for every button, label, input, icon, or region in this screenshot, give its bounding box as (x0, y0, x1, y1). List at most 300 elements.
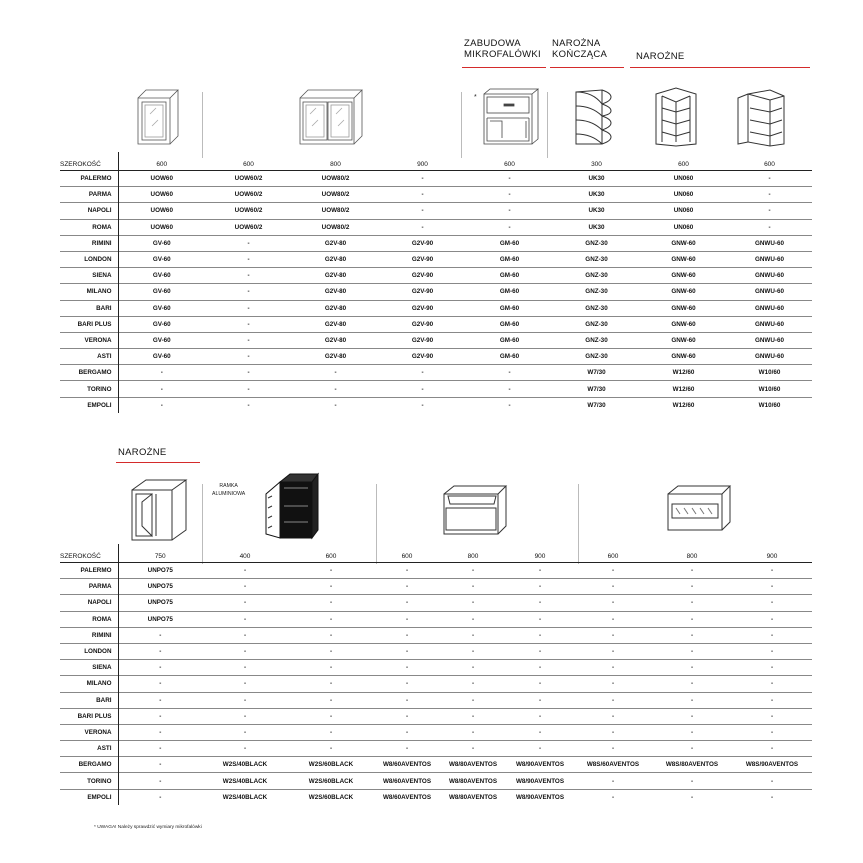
table-cell: - (574, 611, 652, 627)
table-cell: - (292, 397, 379, 413)
table-cell: G2V-90 (379, 251, 466, 267)
table-cell: GNZ-30 (553, 349, 640, 365)
table-cell: - (652, 692, 732, 708)
microwave-cabinet-icon (480, 86, 540, 148)
table-cell: W8/60AVENTOS (374, 757, 440, 773)
table-cell: GNWU-60 (727, 284, 812, 300)
table-cell: - (379, 203, 466, 219)
table-cell: W7/30 (553, 381, 640, 397)
table-cell: - (288, 627, 374, 643)
table-row (60, 219, 812, 235)
table-cell: W2S/60BLACK (288, 789, 374, 805)
table-cell: - (440, 724, 506, 740)
width-cell: 600 (727, 152, 812, 171)
table-cell: GNW-60 (640, 316, 727, 332)
width-cell: 600 (374, 544, 440, 563)
table-cell: - (440, 579, 506, 595)
table-cell: - (118, 381, 205, 397)
table-cell: GNZ-30 (553, 332, 640, 348)
table-cell: - (379, 171, 466, 187)
corner-end-shelf-icon (566, 86, 618, 148)
table-cell: UK30 (553, 219, 640, 235)
table-cell: - (118, 741, 202, 757)
table-cell: - (466, 187, 553, 203)
table-cell: G2V-90 (379, 332, 466, 348)
table-cell: - (440, 563, 506, 579)
table-cell: - (202, 563, 288, 579)
table-cell: - (652, 773, 732, 789)
row-label: TORINO (60, 773, 118, 789)
table-cell: - (506, 627, 574, 643)
table-row (60, 381, 812, 397)
row-label: PARMA (60, 579, 118, 595)
table-cell: - (727, 171, 812, 187)
table-cell: - (379, 381, 466, 397)
table-cell: GM-60 (466, 268, 553, 284)
table-cell: W8/80AVENTOS (440, 757, 506, 773)
table-cell: - (202, 611, 288, 627)
table-cell: - (574, 595, 652, 611)
table-cell: - (506, 611, 574, 627)
table-cell: UOW60/2 (205, 171, 292, 187)
table-cell: - (652, 660, 732, 676)
table-cell: GNZ-30 (553, 268, 640, 284)
table-cell: - (374, 611, 440, 627)
table-cell: - (440, 660, 506, 676)
table-row (60, 789, 812, 805)
table-row (60, 708, 812, 724)
row-label: VERONA (60, 332, 118, 348)
table-cell: GNWU-60 (727, 251, 812, 267)
glass-cabinet-single-icon (134, 86, 180, 148)
table-cell: - (118, 789, 202, 805)
table-cell: - (118, 676, 202, 692)
microwave-asterisk: * (474, 94, 477, 101)
header-narozne-1-underline (630, 67, 810, 68)
table-cell: - (574, 773, 652, 789)
table1-width-row (60, 152, 812, 171)
row-label: PARMA (60, 187, 118, 203)
width-label: SZEROKOŚĆ (60, 544, 118, 563)
table-cell: - (652, 611, 732, 627)
table-cell: - (202, 579, 288, 595)
header-zabudowa: ZABUDOWA MIKROFALÓWKI (464, 38, 541, 60)
lift-up-glass-cabinet-icon (664, 484, 734, 536)
table-cell: - (379, 219, 466, 235)
table-cell: - (574, 741, 652, 757)
table-cell: - (732, 692, 812, 708)
row-label: MILANO (60, 676, 118, 692)
row-label: VERONA (60, 724, 118, 740)
header-narozne-2-underline (116, 462, 200, 463)
table-cell: - (732, 595, 812, 611)
table-cell: G2V-90 (379, 284, 466, 300)
table-cell: - (374, 563, 440, 579)
table-cell: - (732, 611, 812, 627)
table-cell: GNW-60 (640, 235, 727, 251)
table-row (60, 676, 812, 692)
row-label: BERGAMO (60, 757, 118, 773)
row-label: ASTI (60, 741, 118, 757)
table-cell: W12/60 (640, 397, 727, 413)
table-cell: G2V-90 (379, 300, 466, 316)
width-cell: 600 (205, 152, 292, 171)
table-row (60, 660, 812, 676)
table-cell: GNW-60 (640, 268, 727, 284)
table-cell: - (652, 676, 732, 692)
table-cell: - (732, 708, 812, 724)
table-cell: UN060 (640, 219, 727, 235)
table-cell: - (652, 708, 732, 724)
table-row (60, 268, 812, 284)
table-cell: - (466, 203, 553, 219)
width-cell: 800 (440, 544, 506, 563)
table-cell: W8/90AVENTOS (506, 773, 574, 789)
row-label: EMPOLI (60, 789, 118, 805)
table-cell: G2V-90 (379, 235, 466, 251)
table-cell: GNWU-60 (727, 316, 812, 332)
table-cell: - (506, 563, 574, 579)
table-cell: - (727, 203, 812, 219)
table-cell: W10/60 (727, 397, 812, 413)
table-cell: UOW60 (118, 171, 205, 187)
table-cell: W2S/40BLACK (202, 773, 288, 789)
table-row (60, 692, 812, 708)
width-cell: 600 (118, 152, 205, 171)
table-cell: UOW80/2 (292, 219, 379, 235)
table-row (60, 773, 812, 789)
table-row (60, 365, 812, 381)
table-cell: UNPO75 (118, 579, 202, 595)
table2 (60, 544, 812, 805)
table-cell: - (118, 708, 202, 724)
table-row (60, 741, 812, 757)
table-cell: - (288, 611, 374, 627)
table-cell: - (652, 627, 732, 643)
table-cell: G2V-80 (292, 349, 379, 365)
table-cell: GNW-60 (640, 300, 727, 316)
table-cell: - (379, 397, 466, 413)
row-label: BARI PLUS (60, 708, 118, 724)
table-cell: W8S/90AVENTOS (732, 757, 812, 773)
table-cell: - (374, 627, 440, 643)
table-cell: W2S/40BLACK (202, 757, 288, 773)
width-cell: 900 (732, 544, 812, 563)
table-cell: - (374, 595, 440, 611)
table-cell: - (732, 563, 812, 579)
table-cell: - (118, 643, 202, 659)
table-cell: W8/60AVENTOS (374, 773, 440, 789)
table-row (60, 235, 812, 251)
table-cell: G2V-80 (292, 316, 379, 332)
table-cell: - (374, 643, 440, 659)
table-cell: - (374, 676, 440, 692)
table-cell: - (466, 397, 553, 413)
table-cell: G2V-80 (292, 300, 379, 316)
row-label: SIENA (60, 268, 118, 284)
table-cell: W8S/60AVENTOS (574, 757, 652, 773)
table-cell: G2V-80 (292, 284, 379, 300)
table-cell: W8S/80AVENTOS (652, 757, 732, 773)
header-narozna-konczaca: NAROŻNA KOŃCZĄCA (552, 38, 608, 60)
header-narozne-1: NAROŻNE (636, 51, 685, 62)
table-cell: - (732, 676, 812, 692)
table-cell: - (574, 579, 652, 595)
table-cell: - (288, 708, 374, 724)
width-label: SZEROKOŚĆ (60, 152, 118, 171)
table-cell: GM-60 (466, 349, 553, 365)
table-cell: - (118, 757, 202, 773)
blind-corner-cabinet-icon (128, 476, 192, 544)
table-cell: - (440, 595, 506, 611)
table-cell: UOW60 (118, 219, 205, 235)
table-cell: UOW60/2 (205, 203, 292, 219)
table-cell: - (466, 219, 553, 235)
table-cell: - (202, 692, 288, 708)
table-cell: GNWU-60 (727, 332, 812, 348)
table-row (60, 611, 812, 627)
row-label: BARI (60, 300, 118, 316)
table-cell: - (118, 627, 202, 643)
table-cell: GNWU-60 (727, 235, 812, 251)
table-cell: - (466, 381, 553, 397)
table-cell: - (732, 660, 812, 676)
table-cell: UK30 (553, 203, 640, 219)
table-cell: - (205, 235, 292, 251)
table-cell: W8/80AVENTOS (440, 789, 506, 805)
table-cell: - (202, 708, 288, 724)
table-row (60, 397, 812, 413)
table-cell: - (374, 724, 440, 740)
table-cell: - (732, 789, 812, 805)
table-cell: - (440, 741, 506, 757)
table-cell: - (440, 692, 506, 708)
table-cell: - (288, 724, 374, 740)
header-narozne-2: NAROŻNE (118, 447, 167, 458)
table-cell: - (374, 708, 440, 724)
corner-cabinet-open-icon (734, 86, 790, 148)
table-cell: - (652, 579, 732, 595)
table-cell: UNPO75 (118, 611, 202, 627)
table-cell: - (652, 724, 732, 740)
table-cell: - (205, 381, 292, 397)
row-label: TORINO (60, 381, 118, 397)
table-row (60, 251, 812, 267)
table-cell: - (288, 692, 374, 708)
table-cell: W2S/60BLACK (288, 773, 374, 789)
table-row (60, 316, 812, 332)
table-cell: - (506, 676, 574, 692)
table-row (60, 187, 812, 203)
row-label: NAPOLI (60, 203, 118, 219)
table-cell: - (506, 741, 574, 757)
table-cell: - (732, 643, 812, 659)
table-cell: W12/60 (640, 381, 727, 397)
table-cell: - (506, 643, 574, 659)
table-row (60, 563, 812, 579)
table-cell: - (652, 789, 732, 805)
table-cell: UOW60 (118, 203, 205, 219)
table-cell: - (118, 692, 202, 708)
row-label: PALERMO (60, 171, 118, 187)
table-cell: - (205, 349, 292, 365)
table-cell: W2S/60BLACK (288, 757, 374, 773)
row-label: BARI (60, 692, 118, 708)
width-cell: 300 (553, 152, 640, 171)
table-cell: GNZ-30 (553, 284, 640, 300)
table-cell: - (288, 579, 374, 595)
table-row (60, 332, 812, 348)
ramka-label: RAMKA ALUMINIOWA (212, 483, 246, 497)
table-cell: - (652, 643, 732, 659)
table-cell: UOW80/2 (292, 171, 379, 187)
table-cell: - (118, 724, 202, 740)
table-cell: - (732, 724, 812, 740)
table-cell: - (574, 708, 652, 724)
table-cell: - (374, 660, 440, 676)
table-cell: GNZ-30 (553, 300, 640, 316)
table-cell: UOW60 (118, 187, 205, 203)
table-cell: - (205, 300, 292, 316)
row-label: RIMINI (60, 627, 118, 643)
table-cell: - (506, 708, 574, 724)
row-label: PALERMO (60, 563, 118, 579)
row-label: MILANO (60, 284, 118, 300)
table-cell: - (205, 316, 292, 332)
table1 (60, 152, 812, 413)
row-label: LONDON (60, 643, 118, 659)
width-cell: 750 (118, 544, 202, 563)
table-cell: W12/60 (640, 365, 727, 381)
width-cell: 800 (292, 152, 379, 171)
table-row (60, 171, 812, 187)
table-cell: GV-60 (118, 268, 205, 284)
table-cell: UOW80/2 (292, 203, 379, 219)
table-cell: UN060 (640, 203, 727, 219)
table-cell: - (288, 563, 374, 579)
table2-width-row (60, 544, 812, 563)
row-label: ROMA (60, 219, 118, 235)
table-cell: GNZ-30 (553, 251, 640, 267)
table-cell: - (440, 643, 506, 659)
table-row (60, 595, 812, 611)
table-row (60, 579, 812, 595)
table-cell: GNW-60 (640, 349, 727, 365)
table-row (60, 757, 812, 773)
table-cell: GM-60 (466, 235, 553, 251)
table-cell: - (440, 708, 506, 724)
table-cell: - (202, 676, 288, 692)
table-cell: - (202, 724, 288, 740)
table-cell: - (202, 741, 288, 757)
table-cell: - (574, 563, 652, 579)
table-cell: UOW80/2 (292, 187, 379, 203)
table-cell: - (205, 284, 292, 300)
table-cell: G2V-80 (292, 235, 379, 251)
header-narozna-konczaca-underline (550, 67, 624, 68)
table-cell: - (205, 268, 292, 284)
table-cell: GNW-60 (640, 251, 727, 267)
table-cell: - (574, 627, 652, 643)
table-cell: GM-60 (466, 251, 553, 267)
table-cell: - (374, 692, 440, 708)
table-cell: - (506, 724, 574, 740)
table-cell: W10/60 (727, 365, 812, 381)
table-cell: UK30 (553, 171, 640, 187)
table-cell: - (574, 676, 652, 692)
table-cell: - (205, 365, 292, 381)
table-cell: G2V-80 (292, 251, 379, 267)
table-cell: - (732, 773, 812, 789)
table-cell: UK30 (553, 187, 640, 203)
table-cell: GV-60 (118, 349, 205, 365)
width-cell: 900 (379, 152, 466, 171)
table-row (60, 643, 812, 659)
table-cell: UOW60/2 (205, 219, 292, 235)
table-cell: GNWU-60 (727, 349, 812, 365)
table-cell: - (202, 660, 288, 676)
width-cell: 800 (652, 544, 732, 563)
table-cell: - (118, 365, 205, 381)
table-cell: - (732, 741, 812, 757)
table-row (60, 724, 812, 740)
table-cell: GM-60 (466, 316, 553, 332)
table-cell: - (466, 365, 553, 381)
row-label: ROMA (60, 611, 118, 627)
table-cell: - (506, 692, 574, 708)
table-cell: - (652, 595, 732, 611)
table-cell: GV-60 (118, 332, 205, 348)
footnote: * UWAGA! Należy sprawdzić wymiary mikrofalówki (94, 825, 202, 830)
row-label: NAPOLI (60, 595, 118, 611)
table-cell: G2V-90 (379, 268, 466, 284)
table-cell: - (292, 365, 379, 381)
corner-cabinet-icon (650, 86, 702, 148)
table-cell: GNW-60 (640, 332, 727, 348)
table-cell: - (440, 627, 506, 643)
table-cell: G2V-90 (379, 316, 466, 332)
table-cell: - (732, 579, 812, 595)
table-cell: GV-60 (118, 235, 205, 251)
table-cell: - (292, 381, 379, 397)
table-cell: G2V-90 (379, 349, 466, 365)
table-cell: - (506, 579, 574, 595)
table-cell: - (574, 660, 652, 676)
table-cell: W8/80AVENTOS (440, 773, 506, 789)
table-cell: GM-60 (466, 300, 553, 316)
table-cell: W2S/40BLACK (202, 789, 288, 805)
width-cell: 400 (202, 544, 288, 563)
header-zabudowa-underline (462, 67, 546, 68)
table-cell: GV-60 (118, 300, 205, 316)
aluminium-frame-cabinet-icon (262, 472, 320, 544)
table-cell: - (205, 397, 292, 413)
glass-cabinet-double-icon (296, 86, 364, 148)
table-cell: - (288, 676, 374, 692)
width-cell: 600 (288, 544, 374, 563)
table-cell: GNZ-30 (553, 316, 640, 332)
table-cell: GNZ-30 (553, 235, 640, 251)
table-cell: - (732, 627, 812, 643)
table-cell: GNW-60 (640, 284, 727, 300)
row-label: EMPOLI (60, 397, 118, 413)
table-cell: UN060 (640, 171, 727, 187)
table-cell: - (118, 397, 205, 413)
table-cell: W7/30 (553, 365, 640, 381)
table1-col-separator (202, 92, 203, 158)
table1-col-separator (547, 92, 548, 158)
table-cell: - (288, 595, 374, 611)
